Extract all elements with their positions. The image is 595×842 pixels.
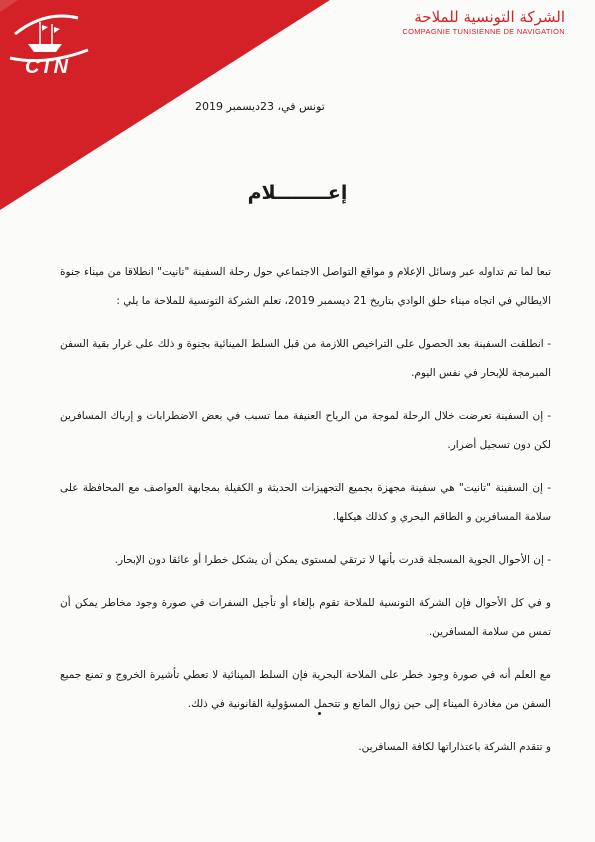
paragraph-intro: تبعا لما تم تداوله عبر وسائل الإعلام و مواقع التواصل الاجتماعي حول رحلة السفينة "تانيت" انطلاقا من ميناء جنوة الايطالي في اتجاه ميناء حلق الوادي بتاريخ 21 ديسمبر 2019، تعلم الشركة التونسية للملاحة ما يلي : — [60, 266, 551, 307]
document-body — [60, 258, 551, 776]
paragraph-apology: و تتقدم الشركة باعتذاراتها لكافة المسافرين. — [358, 741, 551, 753]
paragraph-cancellation-policy: و في كل الأحوال فإن الشركة التونسية للملاحة تقوم بإلغاء أو تأجيل السفرات في صورة وجود مخاطر يمكن أن تمس من سلامة المسافرين. — [60, 597, 551, 638]
paragraph-port-authority: مع العلم أنه في صورة وجود خطر على الملاحة البحرية فإن السلط المينائية لا تعطي تأشيرة الخروج و تمنع جميع السفن من مغادرة الميناء إلى حين زوال المانع و تتحمل المسؤولية القانونية في ذلك. — [60, 669, 551, 710]
paragraph-ship-equipment: - إن السفينة "تانيت" هي سفينة مجهزة بجميع التجهيزات الحديثة و الكفيلة بمجابهة العواصف مع المحافظة على سلامة المسافرين و الطاقم البحري و كذلك هيكلها. — [60, 482, 551, 523]
letterhead-french: COMPAGNIE TUNISIENNE DE NAVIGATION — [402, 27, 565, 36]
paragraph-departure: - انطلقت السفينة بعد الحصول على التراخيص اللازمة من قبل السلط المينائية بجنوة و ذلك على غرار بقية السفن المبرمجة للإبحار في نفس اليوم. — [60, 338, 551, 379]
paragraph-weather: - إن الأحوال الجوية المسجلة قدرت بأنها لا ترتقي لمستوى يمكن أن يشكل خطرا أو عائقا دون الإبحار. — [114, 554, 551, 566]
logo-text: CTN — [24, 56, 70, 78]
document-date: تونس في، 23ديسمبر 2019 — [195, 100, 325, 113]
scan-speck — [318, 712, 321, 715]
page-title: إعــــــــلام — [247, 182, 348, 204]
letterhead-arabic: الشركة التونسية للملاحة — [414, 8, 565, 26]
paragraph-winds: - إن السفينة تعرضت خلال الرحلة لموجة من الرياح العنيفة مما تسبب في بعض الاضطرابات و إرباك المسافرين لكن دون تسجيل أضرار. — [60, 410, 551, 451]
letterhead — [402, 8, 565, 36]
